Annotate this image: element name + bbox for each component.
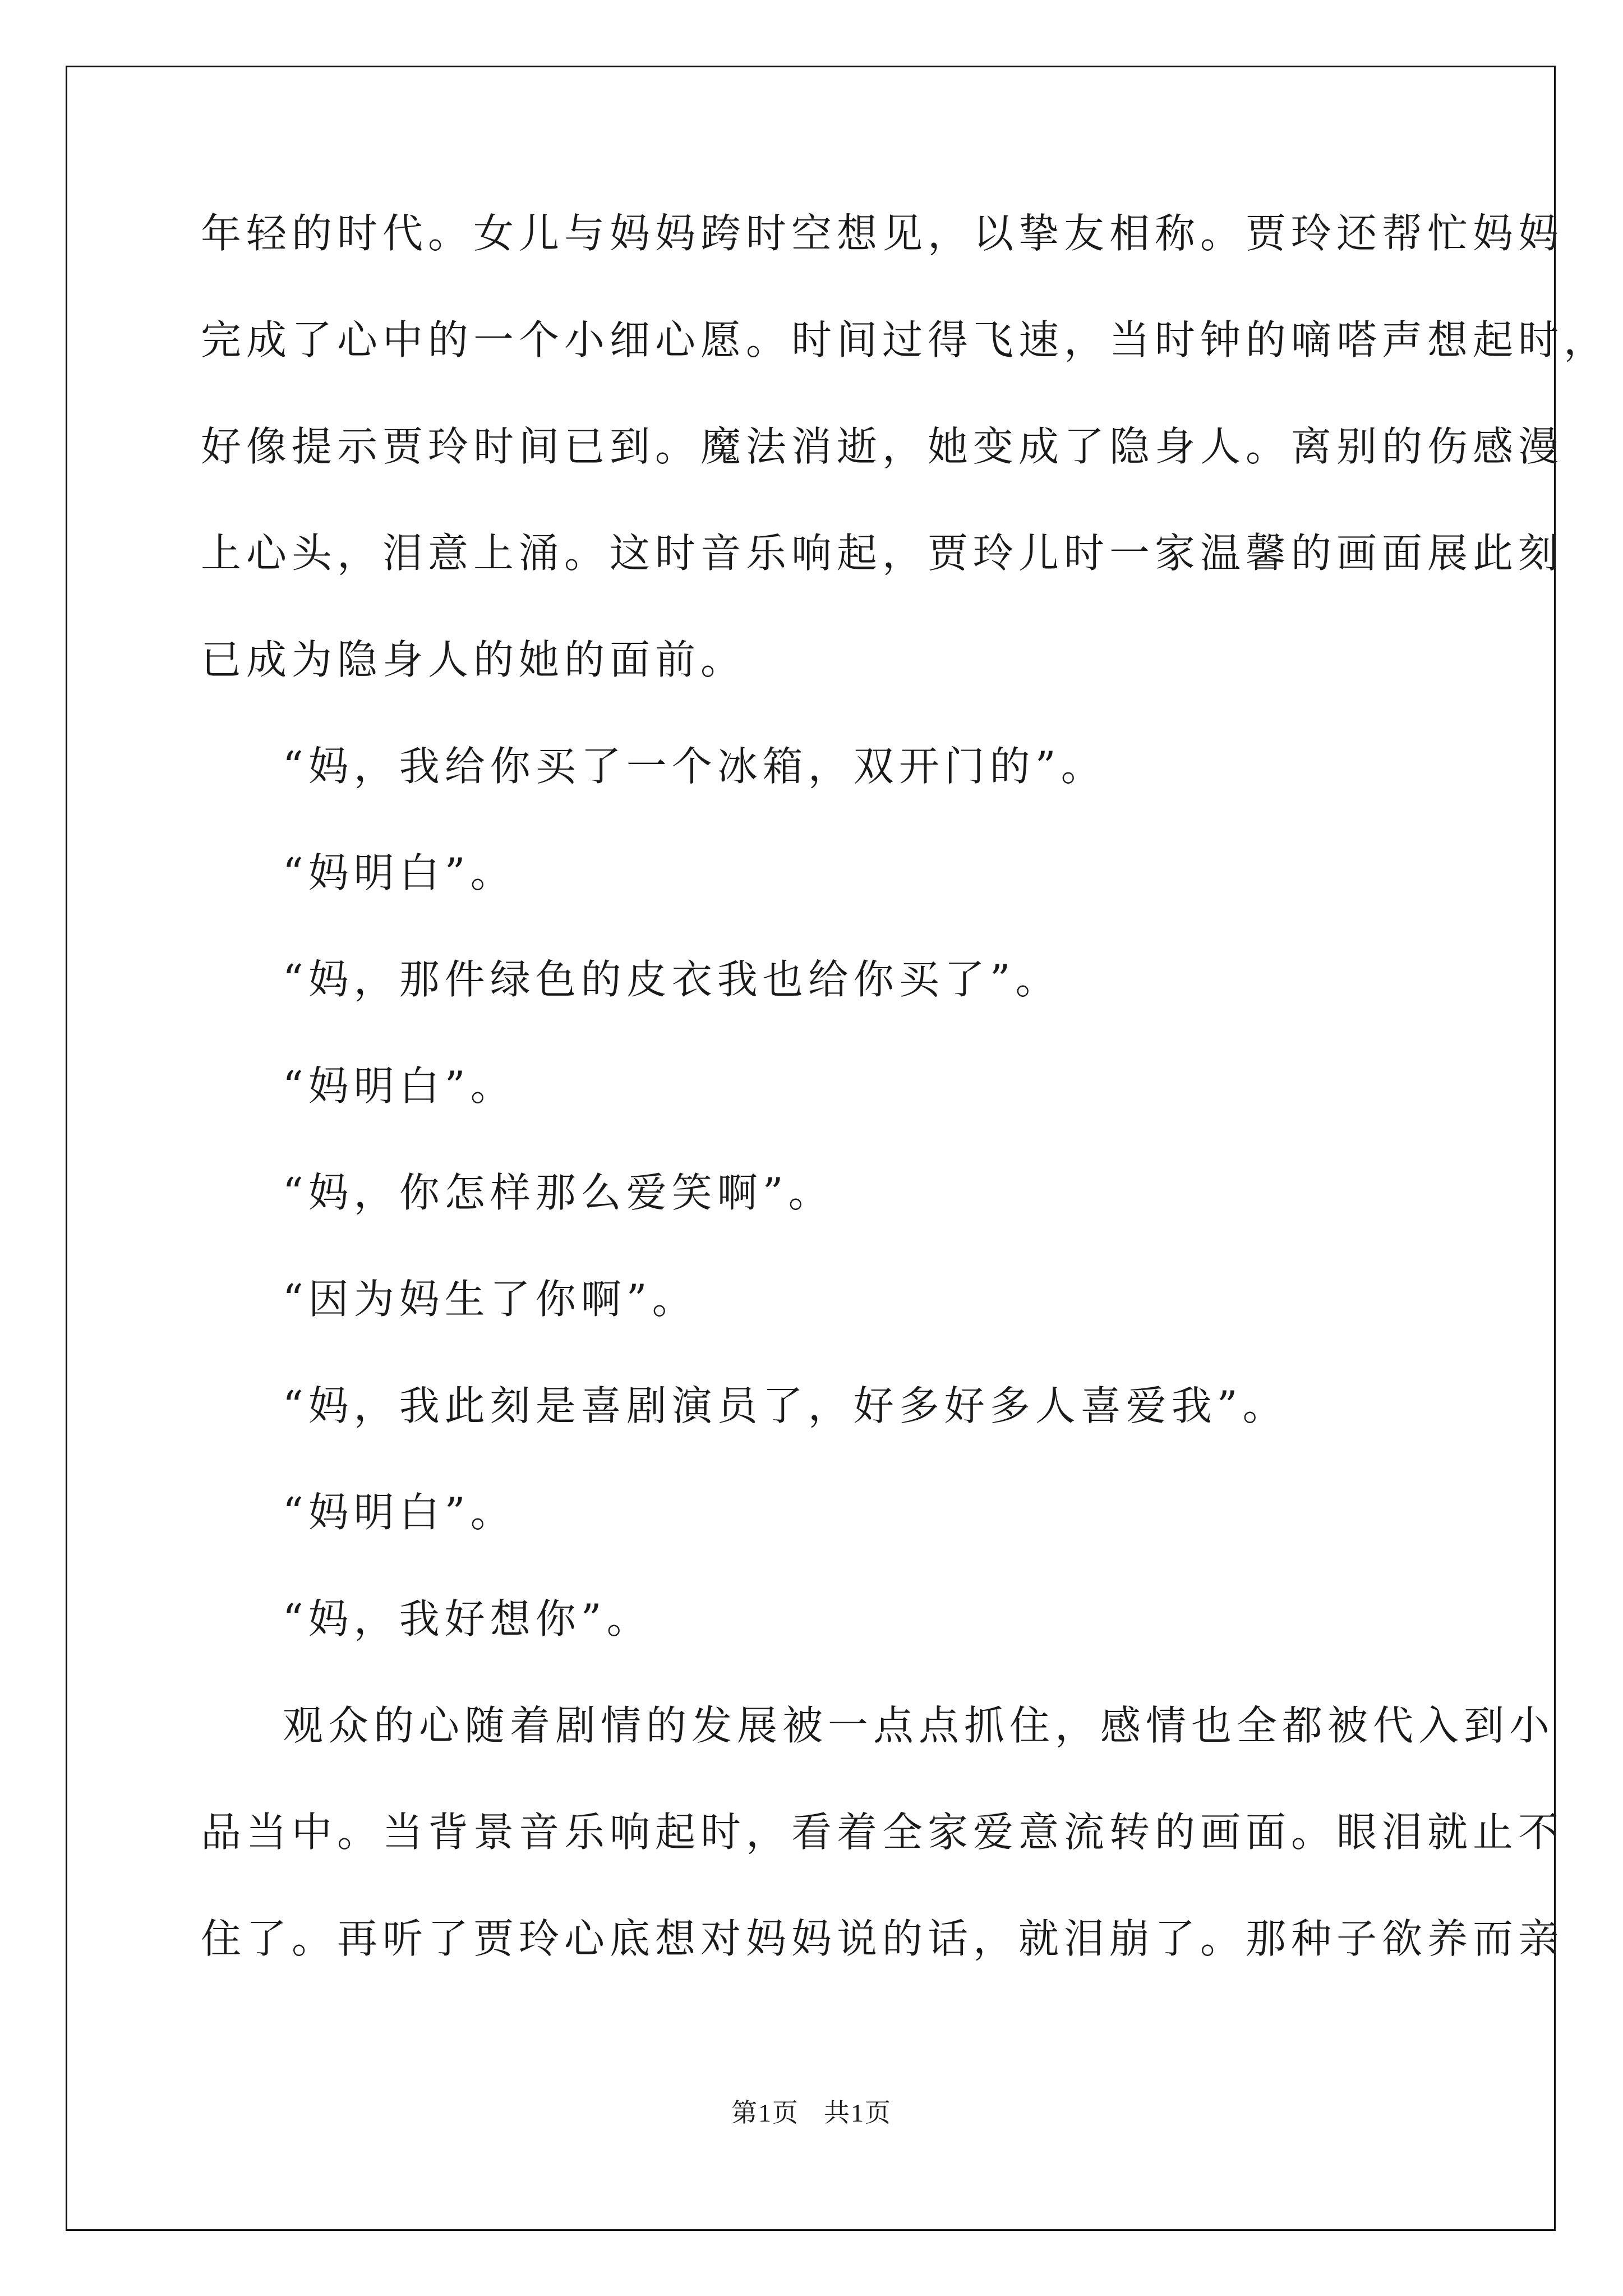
dialogue-line: “妈明白”。 [283,1489,516,1536]
page-footer [0,2092,1623,2129]
dialogue-line: “妈，我此刻是喜剧演员了，好多好多人喜爱我”。 [283,1382,1288,1429]
text-line: 年轻的时代。女儿与妈妈跨时空想见，以挚友相称。贾玲还帮忙妈妈 [201,210,1564,257]
dialogue-line: “妈，那件绿色的皮衣我也给你买了”。 [283,956,1061,1003]
text-line: 完成了心中的一个小细心愿。时间过得飞速，当时钟的嘀嗒声想起时， [201,316,1610,364]
dialogue-line: “妈明白”。 [283,1062,516,1110]
paragraph-first-line: 观众的心随着剧情的发展被一点点抓住，感情也全都被代入到小 [283,1702,1555,1749]
dialogue-line: “因为妈生了你啊”。 [283,1276,698,1323]
dialogue-line: “妈，我给你买了一个冰箱，双开门的”。 [283,743,1106,790]
page-total: 共1页 [824,2099,892,2127]
text-line: 住了。再听了贾玲心底想对妈妈说的话，就泪崩了。那种子欲养而亲 [201,1915,1564,1962]
page-number: 第1页 [731,2099,799,2127]
dialogue-line: “妈，你怎样那么爱笑啊”。 [283,1169,834,1216]
document-body [201,210,1610,2025]
text-line: 已成为隐身人的她的面前。 [201,636,746,683]
dialogue-line: “妈，我好想你”。 [283,1595,652,1642]
text-line: 好像提示贾玲时间已到。魔法消逝，她变成了隐身人。离别的伤感漫 [201,423,1564,470]
text-line: 品当中。当背景音乐响起时，看着全家爱意流转的画面。眼泪就止不 [201,1809,1564,1856]
text-line: 上心头，泪意上涌。这时音乐响起，贾玲儿时一家温馨的画面展此刻 [201,530,1564,577]
dialogue-line: “妈明白”。 [283,849,516,896]
